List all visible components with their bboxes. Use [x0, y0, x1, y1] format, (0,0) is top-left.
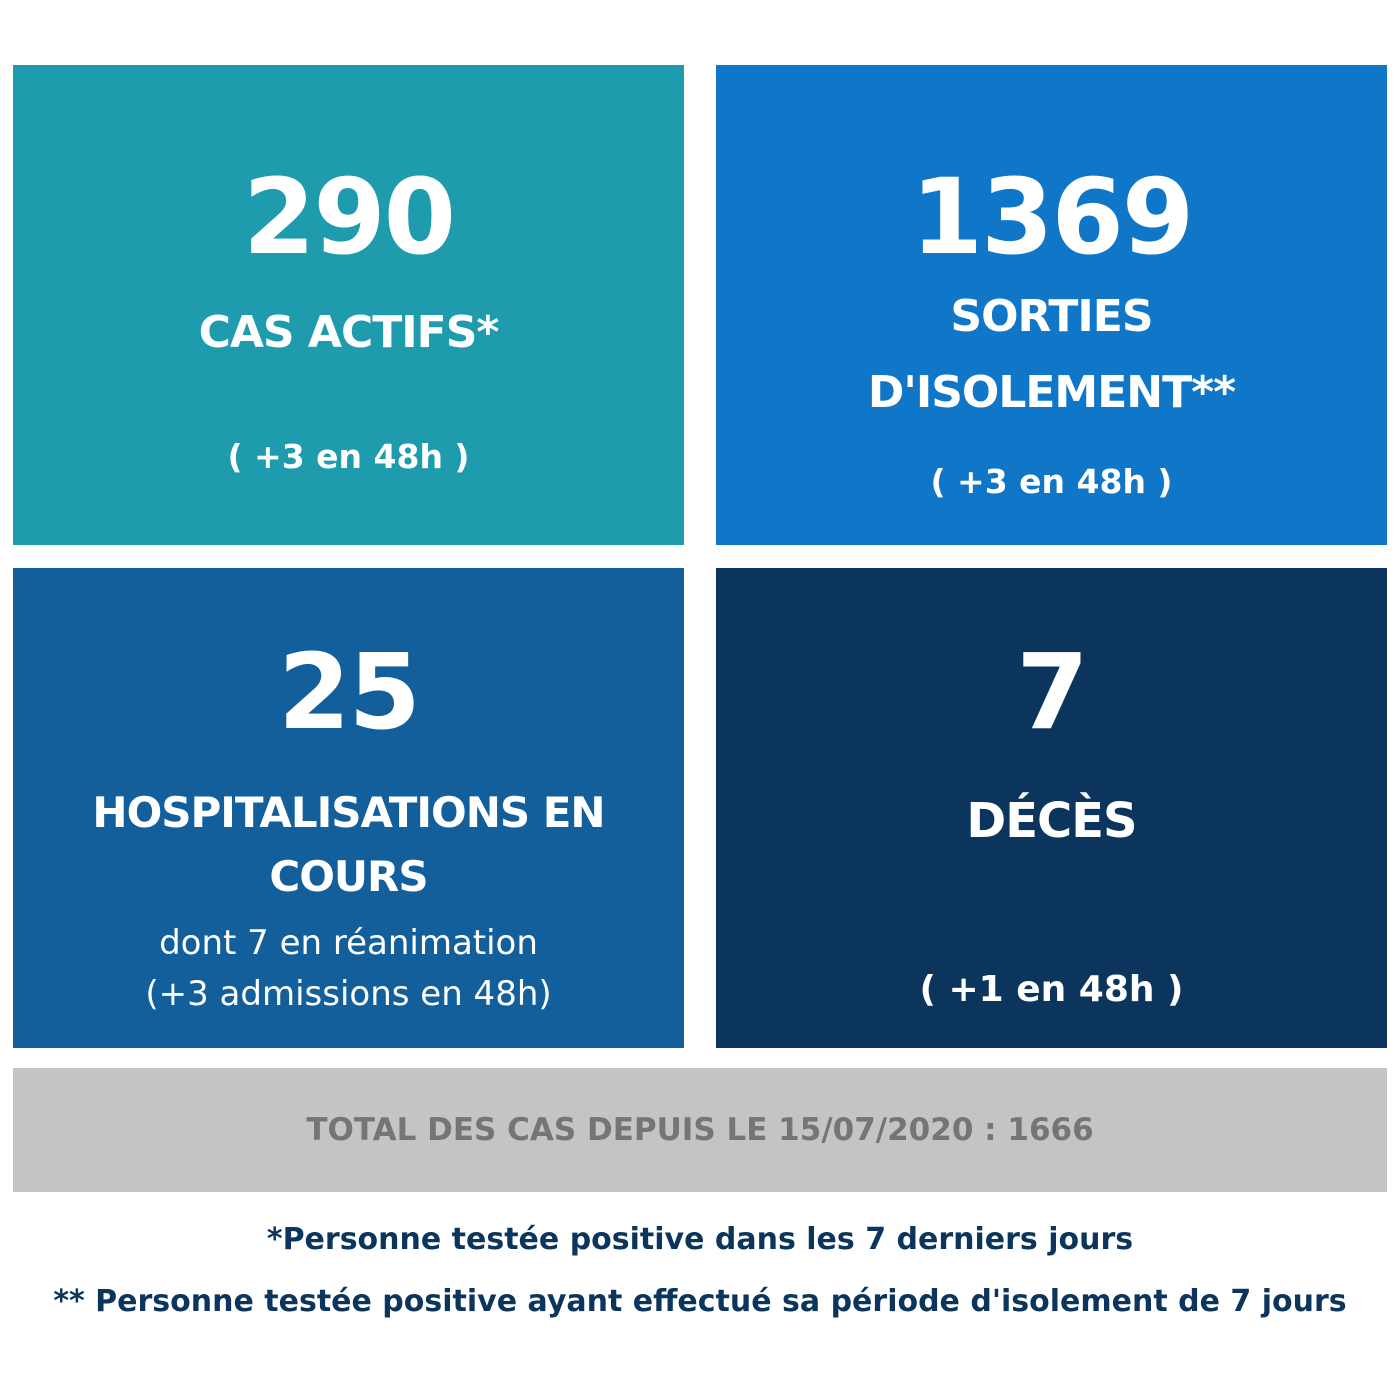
isolation-releases-number: 1369: [910, 156, 1193, 278]
active-cases-label: CAS ACTIFS*: [198, 307, 499, 358]
hospitalisations-admissions-text: (+3 admissions en 48h): [145, 974, 552, 1014]
hospitalisations-tile: [13, 568, 684, 1048]
isolation-releases-label-line2: D'ISOLEMENT**: [867, 367, 1236, 418]
active-cases-number: 290: [242, 156, 455, 278]
deaths-label: DÉCÈS: [966, 793, 1137, 849]
total-cases-text: TOTAL DES CAS DEPUIS LE 15/07/2020 : 1666: [306, 1112, 1094, 1148]
deaths-delta: ( +1 en 48h ): [919, 969, 1184, 1010]
isolation-releases-delta: ( +3 en 48h ): [930, 462, 1173, 501]
active-cases-tile: [13, 65, 684, 545]
isolation-releases-tile: [716, 65, 1387, 545]
hospitalisations-reanimation-text: dont 7 en réanimation: [159, 923, 538, 963]
isolation-releases-label-line1: SORTIES: [950, 291, 1153, 342]
hospitalisations-number: 25: [278, 631, 419, 753]
footnote-active-cases: *Personne testée positive dans les 7 derniers jours: [266, 1222, 1134, 1257]
deaths-tile: [716, 568, 1387, 1048]
active-cases-delta: ( +3 en 48h ): [227, 437, 470, 476]
hospitalisations-label-line1: HOSPITALISATIONS EN: [92, 788, 605, 837]
deaths-number: 7: [1016, 631, 1087, 753]
footnote-isolation-releases: ** Personne testée positive ayant effectué sa période d'isolement de 7 jours: [53, 1284, 1347, 1319]
total-cases-banner: [13, 1068, 1387, 1192]
hospitalisations-label-line2: COURS: [269, 852, 428, 901]
